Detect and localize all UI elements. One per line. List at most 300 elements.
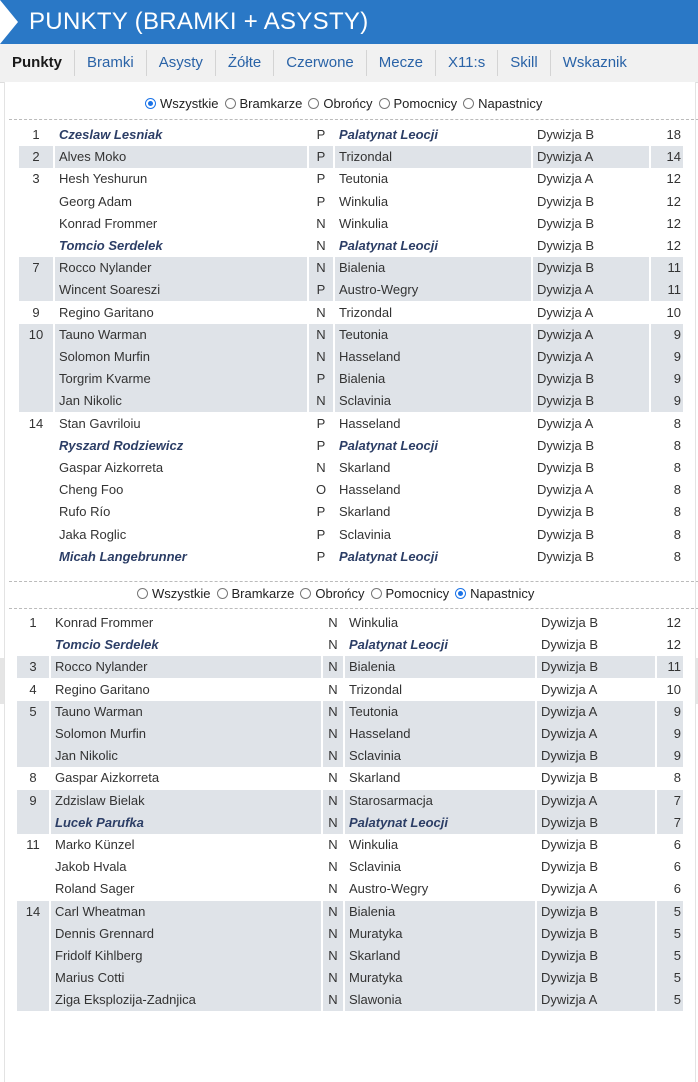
- cell-pos: P: [316, 193, 326, 209]
- tab--te[interactable]: Żółte: [215, 50, 273, 76]
- cell-pts: 5: [657, 989, 683, 1011]
- cell-pos: N: [323, 790, 343, 812]
- cell-name[interactable]: Czeslaw Lesniak: [59, 127, 163, 142]
- filter-top-option-0[interactable]: [145, 96, 219, 111]
- cell-name[interactable]: Gaspar Aizkorreta: [55, 770, 160, 786]
- cell-name[interactable]: Tauno Warman: [55, 324, 307, 346]
- radio-button[interactable]: [371, 588, 382, 599]
- cell-rank: [17, 723, 49, 745]
- cell-name[interactable]: Jakob Hvala: [55, 859, 127, 875]
- cell-name[interactable]: Rocco Nylander: [55, 257, 307, 279]
- divider: [9, 119, 698, 120]
- tab-asysty[interactable]: Asysty: [146, 50, 215, 76]
- table-row: [19, 124, 683, 146]
- cell-name[interactable]: Georg Adam: [59, 193, 132, 209]
- cell-team[interactable]: Skarland: [349, 770, 401, 786]
- cell-div: Dywizja A: [537, 989, 655, 1011]
- table-row: [19, 390, 683, 412]
- cell-team[interactable]: Muratyka: [345, 967, 535, 989]
- cell-pts: 12: [666, 215, 681, 231]
- cell-rank: [19, 235, 53, 257]
- cell-div: Dywizja B: [537, 945, 655, 967]
- cell-pos: N: [328, 770, 338, 786]
- cell-team[interactable]: Palatynat Leocji: [339, 437, 438, 453]
- radio-button[interactable]: [300, 588, 311, 599]
- radio-label: Obrońcy: [323, 96, 373, 111]
- cell-pos: N: [309, 257, 333, 279]
- table-row: [17, 923, 681, 945]
- radio-button[interactable]: [137, 588, 148, 599]
- table-row: [19, 368, 683, 390]
- cell-team[interactable]: Teutonia: [339, 171, 389, 187]
- cell-name[interactable]: Hesh Yeshurun: [59, 171, 148, 187]
- cell-rank: [17, 745, 49, 767]
- cell-team[interactable]: Starosarmacja: [345, 790, 535, 812]
- radio-label: Bramkarze: [231, 586, 295, 601]
- cell-pos: N: [328, 637, 338, 653]
- cell-pos: N: [323, 745, 343, 767]
- cell-team[interactable]: Skarland: [339, 460, 391, 475]
- cell-rank: [19, 479, 53, 501]
- cell-rank: 5: [17, 701, 49, 723]
- cell-name[interactable]: Tauno Warman: [51, 701, 321, 723]
- cell-rank: 4: [29, 681, 37, 697]
- cell-rank: [17, 878, 49, 900]
- cell-pos: N: [309, 390, 333, 412]
- cell-rank: [19, 368, 53, 390]
- cell-pos: N: [323, 812, 343, 834]
- cell-div: Dywizja A: [537, 701, 655, 723]
- table-row: [19, 501, 683, 523]
- cell-name[interactable]: Jan Nikolic: [55, 390, 307, 412]
- table-row: [17, 612, 681, 634]
- filter-bottom-option-3[interactable]: [371, 586, 450, 601]
- tab-bramki[interactable]: Bramki: [74, 50, 146, 76]
- cell-name[interactable]: Cheng Foo: [59, 482, 124, 498]
- cell-name[interactable]: Konrad Frommer: [59, 215, 158, 231]
- cell-name[interactable]: Jan Nikolic: [51, 745, 321, 767]
- cell-name[interactable]: Wincent Soareszi: [55, 279, 307, 301]
- cell-div: Dywizja B: [537, 504, 595, 520]
- cell-rank: [17, 634, 49, 656]
- cell-name[interactable]: Tomcio Serdelek: [55, 637, 159, 653]
- cell-name[interactable]: Zdzislaw Bielak: [51, 790, 321, 812]
- cell-pts: 8: [673, 548, 681, 564]
- cell-pos: N: [323, 901, 343, 923]
- radio-label: Bramkarze: [239, 96, 303, 111]
- cell-team[interactable]: Palatynat Leocji: [349, 637, 448, 653]
- tab-punkty[interactable]: Punkty: [12, 54, 63, 71]
- cell-name[interactable]: Roland Sager: [55, 881, 135, 897]
- cell-pos: N: [323, 967, 343, 989]
- cell-team[interactable]: Palatynat Leocji: [339, 127, 438, 142]
- cell-name[interactable]: Alves Moko: [55, 146, 307, 168]
- cell-name[interactable]: Carl Wheatman: [51, 901, 321, 923]
- cell-rank: [17, 989, 49, 1011]
- cell-pos: N: [328, 837, 338, 852]
- cell-rank: 14: [28, 415, 44, 431]
- table-row: [19, 302, 683, 324]
- radio-label: Napastnicy: [478, 96, 543, 111]
- cell-name[interactable]: Micah Langebrunner: [59, 548, 187, 564]
- table-row: [19, 546, 683, 568]
- cell-pts: 9: [651, 346, 683, 368]
- cell-rank: [19, 279, 53, 301]
- cell-team[interactable]: Palatynat Leocji: [339, 548, 438, 564]
- cell-div: Dywizja A: [533, 346, 649, 368]
- cell-rank: [19, 457, 53, 479]
- cell-team[interactable]: Bialenia: [335, 368, 531, 390]
- cell-pos: P: [316, 504, 326, 520]
- cell-pos: N: [323, 989, 343, 1011]
- cell-team[interactable]: Bialenia: [335, 257, 531, 279]
- cell-team[interactable]: Sclavinia: [339, 526, 392, 542]
- radio-button[interactable]: [308, 98, 319, 109]
- table-row: [19, 413, 683, 435]
- radio-label: Pomocnicy: [393, 96, 458, 111]
- cell-name[interactable]: Dennis Grennard: [51, 923, 321, 945]
- cell-rank: 1: [29, 615, 37, 630]
- table-row: [17, 834, 681, 856]
- cell-pts: 9: [651, 324, 683, 346]
- cell-pts: 6: [673, 859, 681, 875]
- cell-team[interactable]: Teutonia: [345, 701, 535, 723]
- table-row: [17, 856, 681, 878]
- cell-rank: 3: [17, 656, 49, 678]
- cell-div: Dywizja A: [533, 324, 649, 346]
- cell-pos: P: [309, 279, 333, 301]
- cell-pts: 12: [666, 615, 681, 630]
- table-row: [17, 634, 681, 656]
- cell-div: Dywizja B: [533, 257, 649, 279]
- cell-rank: [19, 346, 53, 368]
- cell-team[interactable]: Trizondal: [339, 304, 392, 320]
- cell-team[interactable]: Sclavinia: [345, 745, 535, 767]
- cell-div: Dywizja B: [541, 637, 599, 653]
- cell-rank: 3: [32, 171, 40, 187]
- cell-team[interactable]: Austro-Wegry: [349, 881, 429, 897]
- cell-pos: N: [328, 615, 338, 630]
- cell-name[interactable]: Lucek Parufka: [51, 812, 321, 834]
- cell-pts: 10: [666, 681, 681, 697]
- cell-pts: 11: [657, 656, 683, 678]
- tab-x11-s[interactable]: X11:s: [435, 50, 497, 76]
- radio-label: Pomocnicy: [385, 586, 450, 601]
- table-row: [19, 346, 683, 368]
- cell-div: Dywizja B: [537, 967, 655, 989]
- cell-rank: 10: [19, 324, 53, 346]
- radio-button[interactable]: [225, 98, 236, 109]
- cell-pos: P: [309, 146, 333, 168]
- tab-wskaznik[interactable]: Wskaznik: [550, 50, 639, 76]
- cell-pts: 8: [673, 526, 681, 542]
- cell-pts: 5: [657, 967, 683, 989]
- cell-team[interactable]: Hasseland: [339, 415, 401, 431]
- cell-team[interactable]: Slawonia: [345, 989, 535, 1011]
- cell-team[interactable]: Teutonia: [335, 324, 531, 346]
- table-row: [17, 989, 681, 1011]
- cell-pos: N: [323, 656, 343, 678]
- cell-team[interactable]: Muratyka: [345, 923, 535, 945]
- cell-div: Dywizja B: [537, 745, 655, 767]
- filter-bottom-option-4[interactable]: [455, 586, 534, 601]
- cell-name[interactable]: Regino Garitano: [55, 681, 150, 697]
- table-row: [19, 146, 683, 168]
- cell-div: Dywizja B: [541, 859, 599, 875]
- filter-bottom-option-2[interactable]: [300, 586, 364, 601]
- table-row: [17, 656, 681, 678]
- cell-pos: N: [316, 304, 326, 320]
- cell-div: Dywizja B: [537, 923, 655, 945]
- table-row: [19, 168, 683, 190]
- cell-rank: [19, 501, 53, 523]
- cell-pts: 14: [651, 146, 683, 168]
- cell-pts: 9: [657, 745, 683, 767]
- cell-pos: N: [328, 859, 338, 875]
- tab-czerwone[interactable]: Czerwone: [273, 50, 366, 76]
- cell-name[interactable]: Fridolf Kihlberg: [51, 945, 321, 967]
- radio-label: Napastnicy: [470, 586, 535, 601]
- tab-skill[interactable]: Skill: [497, 50, 550, 76]
- cell-div: Dywizja B: [537, 460, 595, 475]
- cell-pos: O: [315, 482, 327, 498]
- cell-pts: 5: [657, 945, 683, 967]
- cell-team[interactable]: Bialenia: [345, 656, 535, 678]
- cell-div: Dywizja B: [537, 901, 655, 923]
- table-row: [19, 435, 683, 457]
- table-row: [19, 524, 683, 546]
- table-row: [17, 790, 681, 812]
- cell-team[interactable]: Hasseland: [335, 346, 531, 368]
- stats-tabs: [0, 44, 698, 83]
- table-row: [17, 723, 681, 745]
- cell-team[interactable]: Skarland: [345, 945, 535, 967]
- position-filter-top: [145, 96, 548, 111]
- cell-rank: [19, 546, 53, 568]
- cell-rank: [19, 191, 53, 213]
- cell-rank: [17, 945, 49, 967]
- cell-team[interactable]: Skarland: [339, 504, 391, 520]
- cell-pos: P: [309, 368, 333, 390]
- table-row: [17, 745, 681, 767]
- cell-team[interactable]: Winkulia: [339, 193, 389, 209]
- cell-pts: 12: [666, 238, 681, 253]
- cell-div: Dywizja A: [537, 171, 594, 187]
- table-row: [17, 701, 681, 723]
- filter-top-option-2[interactable]: [308, 96, 372, 111]
- cell-rank: [19, 213, 53, 235]
- filter-top-option-3[interactable]: [379, 96, 458, 111]
- cell-team[interactable]: Sclavinia: [349, 859, 402, 875]
- table-row: [19, 479, 683, 501]
- radio-button[interactable]: [217, 588, 228, 599]
- cell-pts: 11: [651, 257, 683, 279]
- cell-pos: N: [323, 945, 343, 967]
- cell-rank: 2: [19, 146, 53, 168]
- cell-pts: 5: [657, 901, 683, 923]
- cell-team[interactable]: Austro-Wegry: [335, 279, 531, 301]
- cell-team[interactable]: Trizondal: [349, 681, 402, 697]
- cell-team[interactable]: Sclavinia: [335, 390, 531, 412]
- cell-rank: [17, 856, 49, 878]
- radio-button[interactable]: [379, 98, 390, 109]
- cell-rank: [17, 967, 49, 989]
- cell-pts: 8: [673, 504, 681, 520]
- radio-button[interactable]: [455, 588, 466, 599]
- radio-label: Wszystkie: [152, 586, 211, 601]
- cell-rank: 9: [32, 304, 40, 320]
- table-row: [19, 279, 683, 301]
- cell-name[interactable]: Ziga Eksplozija-Zadnjica: [51, 989, 321, 1011]
- cell-pts: 8: [673, 460, 681, 475]
- stats-panel: [4, 82, 696, 1082]
- cell-pos: P: [316, 171, 326, 187]
- cell-div: Dywizja B: [537, 812, 655, 834]
- cell-rank: [19, 435, 53, 457]
- cell-team[interactable]: Bialenia: [345, 901, 535, 923]
- cell-div: Dywizja B: [537, 656, 655, 678]
- cell-rank: [19, 524, 53, 546]
- table-row: [17, 901, 681, 923]
- cell-pos: P: [316, 127, 326, 142]
- table-row: [19, 213, 683, 235]
- cell-div: Dywizja A: [537, 790, 655, 812]
- cell-div: Dywizja A: [533, 279, 649, 301]
- cell-rank: 9: [17, 790, 49, 812]
- radio-label: Wszystkie: [160, 96, 219, 111]
- cell-name[interactable]: Konrad Frommer: [55, 615, 154, 630]
- cell-pts: 9: [657, 723, 683, 745]
- cell-name[interactable]: Rufo Río: [59, 504, 111, 520]
- cell-pts: 8: [673, 437, 681, 453]
- cell-pos: N: [328, 881, 338, 897]
- cell-div: Dywizja A: [541, 681, 598, 697]
- cell-pts: 9: [651, 390, 683, 412]
- radio-label: Obrońcy: [315, 586, 365, 601]
- cell-pts: 12: [666, 171, 681, 187]
- radio-button[interactable]: [145, 98, 156, 109]
- cell-div: Dywizja B: [533, 368, 649, 390]
- cell-pts: 11: [651, 279, 683, 301]
- cell-name[interactable]: Marius Cotti: [51, 967, 321, 989]
- table-row: [17, 679, 681, 701]
- cell-rank: [19, 390, 53, 412]
- cell-name[interactable]: Regino Garitano: [59, 304, 154, 320]
- cell-div: Dywizja A: [537, 304, 594, 320]
- cell-rank: 11: [26, 837, 40, 852]
- cell-name[interactable]: Jaka Roglic: [59, 526, 127, 542]
- table-row: [17, 878, 681, 900]
- table-row: [19, 324, 683, 346]
- cell-div: Dywizja B: [537, 548, 595, 564]
- cell-pos: N: [316, 460, 326, 475]
- table-row: [19, 235, 683, 257]
- cell-pos: N: [323, 701, 343, 723]
- cell-team[interactable]: Hasseland: [345, 723, 535, 745]
- cell-rank: [17, 812, 49, 834]
- page-header: [0, 0, 698, 44]
- cell-name[interactable]: Marko Künzel: [55, 837, 135, 852]
- cell-rank: 14: [17, 901, 49, 923]
- cell-div: Dywizja A: [537, 482, 594, 498]
- cell-pts: 18: [666, 127, 681, 142]
- cell-pos: N: [316, 215, 326, 231]
- cell-div: Dywizja A: [533, 146, 649, 168]
- cell-name[interactable]: Solomon Murfin: [51, 723, 321, 745]
- table-row: [17, 967, 681, 989]
- cell-name[interactable]: Torgrim Kvarme: [55, 368, 307, 390]
- filter-bottom-option-1[interactable]: [217, 586, 295, 601]
- cell-team[interactable]: Palatynat Leocji: [339, 238, 438, 253]
- divider: [9, 581, 698, 582]
- position-filter-bottom: [137, 586, 540, 601]
- cell-rank: 7: [19, 257, 53, 279]
- table-row: [17, 767, 681, 789]
- cell-team[interactable]: Winkulia: [349, 837, 399, 852]
- cell-team[interactable]: Winkulia: [339, 215, 389, 231]
- cell-name[interactable]: Solomon Murfin: [55, 346, 307, 368]
- cell-pts: 9: [657, 701, 683, 723]
- cell-team[interactable]: Palatynat Leocji: [345, 812, 535, 834]
- cell-pts: 7: [657, 790, 683, 812]
- cell-div: Dywizja B: [537, 193, 595, 209]
- cell-pts: 8: [673, 415, 681, 431]
- cell-name[interactable]: Stan Gavriloiu: [59, 415, 141, 431]
- cell-team[interactable]: Winkulia: [349, 615, 399, 630]
- cell-div: Dywizja B: [537, 238, 595, 253]
- cell-pts: 6: [673, 881, 681, 897]
- cell-div: Dywizja B: [541, 770, 599, 786]
- cell-rank: [17, 923, 49, 945]
- cell-pos: N: [316, 238, 326, 253]
- cell-div: Dywizja B: [537, 215, 595, 231]
- cell-pos: P: [316, 548, 326, 564]
- cell-div: Dywizja B: [541, 837, 599, 852]
- tab-mecze[interactable]: Mecze: [366, 50, 435, 76]
- cell-div: Dywizja B: [537, 127, 595, 142]
- cell-div: Dywizja A: [541, 881, 598, 897]
- cell-pts: 12: [666, 637, 681, 653]
- cell-pts: 8: [673, 482, 681, 498]
- filter-top-option-4[interactable]: [463, 96, 542, 111]
- header-arrow-icon: [0, 0, 18, 44]
- cell-div: Dywizja B: [541, 615, 599, 630]
- divider: [9, 608, 698, 609]
- cell-team[interactable]: Hasseland: [339, 482, 401, 498]
- cell-rank: 1: [32, 127, 40, 142]
- cell-pos: N: [309, 324, 333, 346]
- cell-name[interactable]: Gaspar Aizkorreta: [59, 460, 164, 475]
- cell-div: Dywizja B: [533, 390, 649, 412]
- page-title: PUNKTY (BRAMKI + ASYSTY): [29, 8, 369, 35]
- table-row: [17, 812, 681, 834]
- table-row: [19, 257, 683, 279]
- filter-top-option-1[interactable]: [225, 96, 303, 111]
- cell-name[interactable]: Ryszard Rodziewicz: [59, 437, 184, 453]
- cell-name[interactable]: Rocco Nylander: [51, 656, 321, 678]
- cell-div: Dywizja A: [537, 723, 655, 745]
- table-row: [19, 191, 683, 213]
- cell-pts: 6: [673, 837, 681, 852]
- table-row: [17, 945, 681, 967]
- cell-pts: 5: [657, 923, 683, 945]
- cell-team[interactable]: Trizondal: [335, 146, 531, 168]
- filter-bottom-option-0[interactable]: [137, 586, 211, 601]
- radio-button[interactable]: [463, 98, 474, 109]
- cell-pos: P: [316, 437, 326, 453]
- cell-name[interactable]: Tomcio Serdelek: [59, 238, 163, 253]
- cell-pos: N: [323, 923, 343, 945]
